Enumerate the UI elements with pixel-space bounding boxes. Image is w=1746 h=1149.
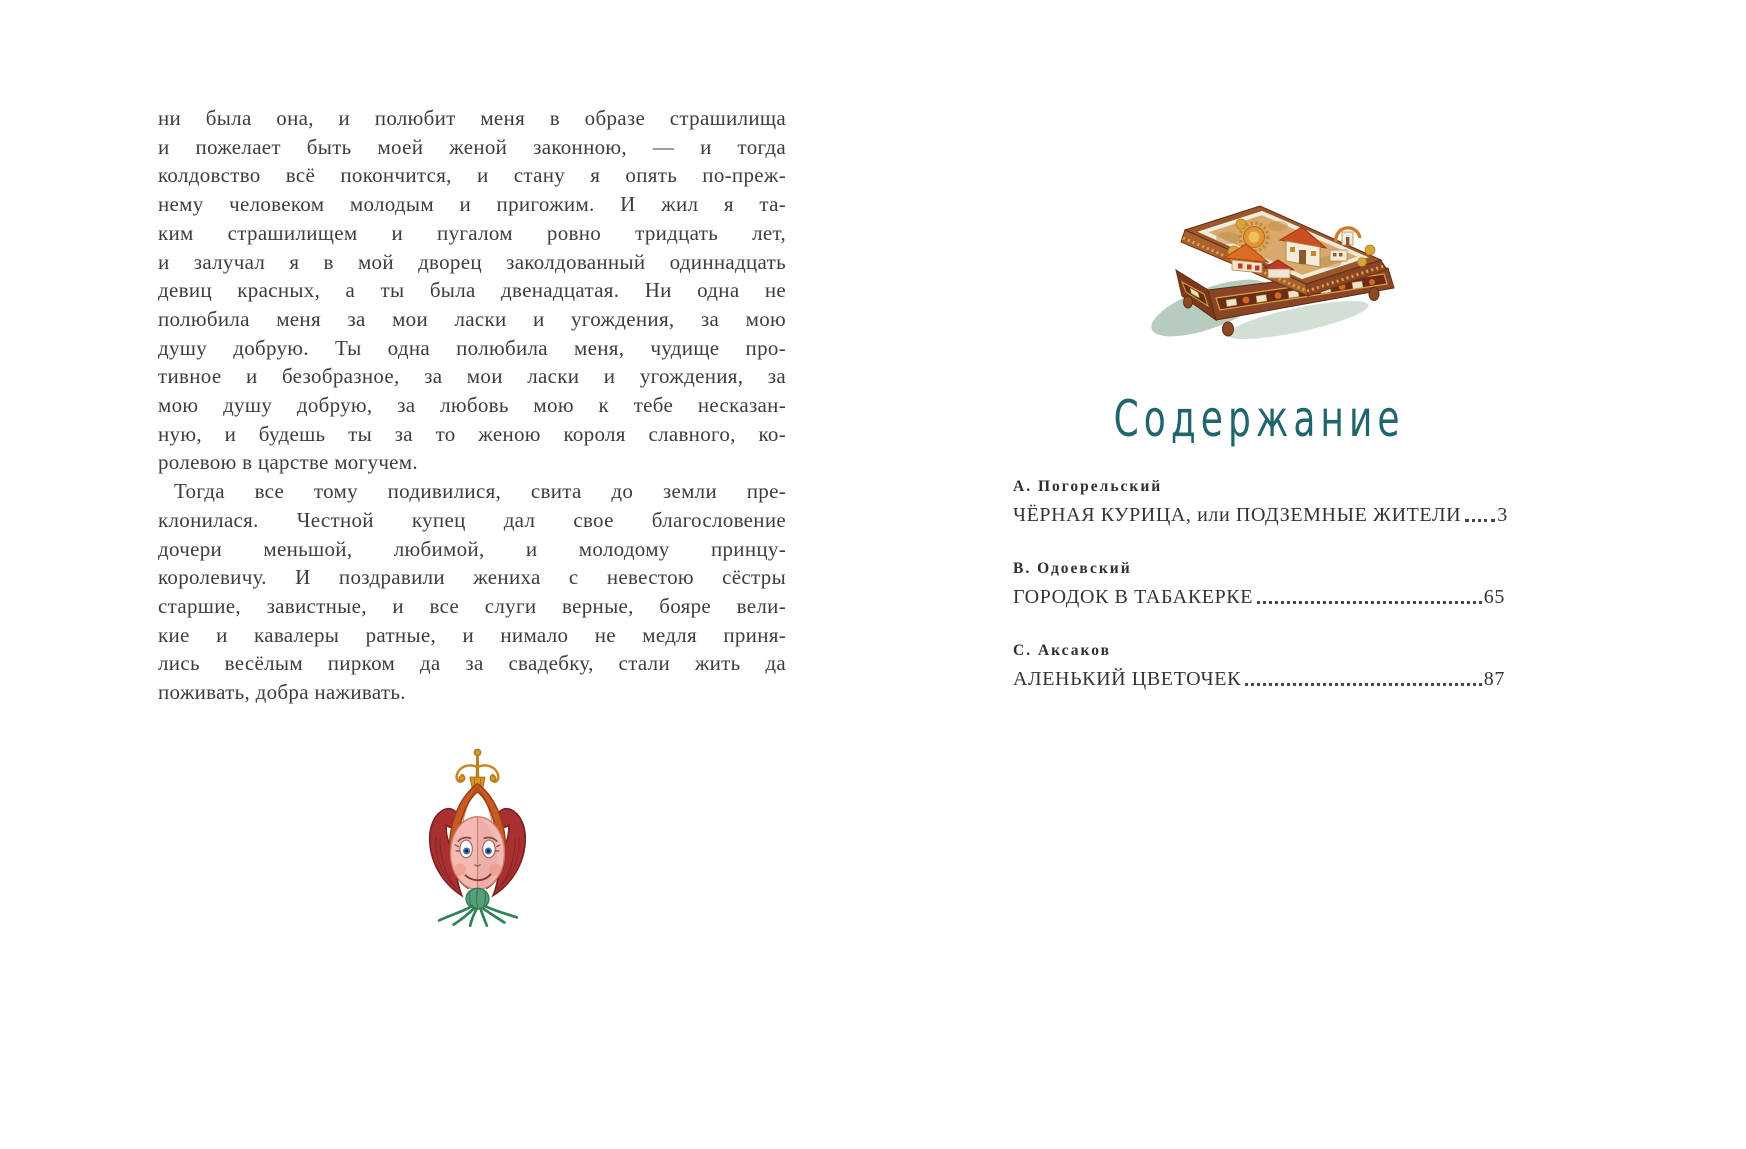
story-line: ким страшилищем и пугалом ровно тридцать лет, <box>158 220 786 245</box>
table-of-contents <box>1013 477 1508 723</box>
story-text-block <box>158 104 786 707</box>
casket-illustration <box>1148 190 1398 345</box>
toc-author: В. Одоевский <box>1013 560 1132 577</box>
toc-page-number: 3 <box>1497 504 1508 526</box>
dot-leader <box>1465 519 1495 522</box>
toc-title: АЛЕНЬКИЙ ЦВЕТОЧЕК <box>1013 668 1242 690</box>
dot-leader <box>1245 683 1482 686</box>
story-line: полюбила меня за мои ласки и угождения, за мою <box>158 306 786 331</box>
casket-icon <box>1148 190 1398 345</box>
story-line: ролевою в царстве могучем. <box>158 450 418 475</box>
toc-entry <box>1013 559 1505 609</box>
story-line: старшие, завистные, и все слуги верные, бояре вели- <box>158 593 786 618</box>
story-line: девиц красных, а ты была двенадцатая. Ни одна не <box>158 278 786 303</box>
story-line: и пожелает быть моей женой законною, — и тогда <box>158 134 786 159</box>
tulip-flower-illustration <box>408 746 548 928</box>
story-line: клонилася. Честной купец дал свое благословение <box>158 507 786 532</box>
toc-title-line <box>1013 585 1505 609</box>
story-line: нему человеком молодым и пригожим. И жил я та- <box>158 192 786 217</box>
contents-heading <box>1013 390 1505 448</box>
toc-title-line <box>1013 503 1508 527</box>
toc-entry <box>1013 641 1505 691</box>
toc-author: А. Погорельский <box>1013 478 1163 495</box>
toc-title: ГОРОДОК В ТАБАКЕРКЕ <box>1013 586 1254 608</box>
toc-entry <box>1013 477 1508 527</box>
story-line: дочери меньшой, любимой, и молодому принцу- <box>158 536 786 561</box>
toc-title: ЧЁРНАЯ КУРИЦА, или ПОДЗЕМНЫЕ ЖИТЕЛИ <box>1013 504 1462 526</box>
toc-page-number: 87 <box>1483 668 1505 690</box>
tulip-flower-icon <box>408 746 548 928</box>
story-line: кие и кавалеры ратные, и нимало не медля приня- <box>158 622 786 647</box>
story-line: тивное и безобразное, за мои ласки и угождения, за <box>158 364 786 389</box>
toc-title-line <box>1013 667 1505 691</box>
dot-leader <box>1257 601 1482 604</box>
toc-author: С. Аксаков <box>1013 642 1111 659</box>
story-line: королевичу. И поздравили жениха с невестою сёстры <box>158 565 786 590</box>
story-line: лись весёлым пирком да за свадебку, стали жить да <box>158 651 786 676</box>
story-line: и залучал я в мой дворец заколдованный одиннадцать <box>158 249 786 274</box>
story-line: колдовство всё покончится, и стану я опять по-преж- <box>158 163 786 188</box>
story-line: мою душу добрую, за любовь мою к тебе несказан- <box>158 393 786 418</box>
story-line: Тогда все тому подивилися, свита до земли пре- <box>174 479 786 504</box>
story-line: душу добрую. Ты одна полюбила меня, чудище про- <box>158 335 786 360</box>
toc-page-number: 65 <box>1483 586 1505 608</box>
contents-heading-text: Содержание <box>1113 390 1405 448</box>
story-line: поживать, добра наживать. <box>158 680 406 705</box>
story-line: ную, и будешь ты за то женою короля славного, ко- <box>158 421 786 446</box>
story-line: ни была она, и полюбит меня в образе страшилища <box>158 106 786 130</box>
